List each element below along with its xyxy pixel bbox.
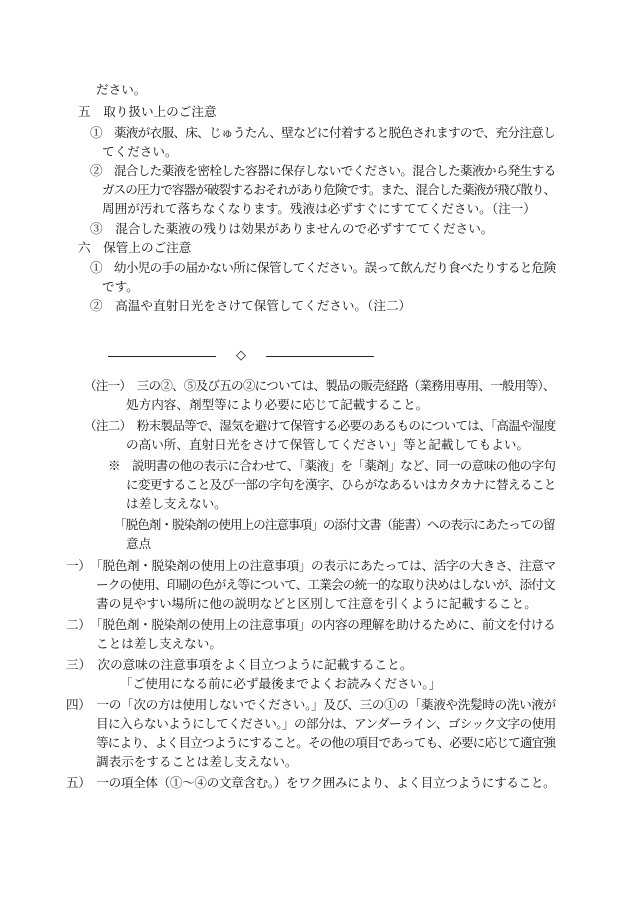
list-item: ークの使用、印刷の色がえ等について、工業会の統一的な取り決めはしないが、添付文 [96,577,555,592]
text-line: ③ 混合した薬液の残りは効果がありませんので必ずすててください。 [90,221,494,236]
separator-rule-right [266,356,374,357]
note-line: は差し支えない。 [126,496,227,511]
note-line: の高い所、直射日光をさけて保管してください」等と記載してもよい。 [126,437,529,452]
list-item: 一） 「脱色剤・脱染剤の使用上の注意事項」の表示にあたっては、活字の大きさ、注意マ [66,558,556,573]
list-item: 目に入らないようにしてください。」の部分は、アンダーライン、ゴシック文字の使用 [96,716,556,731]
subheading: 意点 [126,536,152,551]
text-line: ガスの圧力で容器が破裂するおそれがあり危険です。また、混合した薬液が飛び散り、 [102,182,556,197]
list-item: 等により、よく目立つようにすること。その他の項目であっても、必要に応じて適宜強 [96,735,556,750]
separator-diamond: ◇ [236,348,246,363]
list-item: 四） 一の「次の方は使用しないでください。」及び、三の①の「薬液や洗髪時の洗い液が [66,697,556,712]
text-line: ① 幼小児の手の届かない所に保管してください。誤って飲んだり食べたりすると危険 [90,260,556,275]
text-line: ② 混合した薬液を密栓した容器に保存しないでください。混合した薬液から発生する [90,163,556,178]
list-item: 二） 「脱色剤・脱染剤の使用上の注意事項」の内容の理解を助けるために、前文を付ける [66,617,556,632]
text-line: てください。 [102,144,178,159]
text-line: ださい。 [96,82,147,97]
list-item: 書の見やすい場所に他の説明などと区別して注意を引くように記載すること。 [96,596,537,611]
list-item: 三） 次の意味の注意事項をよく目立つように記載すること。 [66,657,413,672]
list-item: ことは差し支えない。 [96,636,222,651]
note-line: ※ 説明書の他の表示に合わせて、「薬液」を「薬剤」など、同一の意味の他の字句 [108,458,556,473]
subheading: 「脱色剤・脱染剤の使用上の注意事項」の添付文書（能書）への表示にあたっての留 [114,517,555,532]
text-line: ② 高温や直射日光をさけて保管してください。（注二） [90,298,412,313]
note-line: に変更すること及び一部の字句を漢字、ひらがなあるいはカタカナに替えること [126,477,556,492]
list-item: 五） 一の項全体（①～④の文章含む。）をワク囲みにより、よく目立つようにすること。 [66,775,556,790]
note-line: （注二） 粉末製品等で、湿気を避けて保管する必要のあるものについては、「高温や湿度 [84,418,556,433]
section-separator [108,348,374,364]
section-heading: 五 取り扱い上のご注意 [78,104,217,119]
section-heading: 六 保管上のご注意 [78,240,192,255]
note-line: （注一） 三の②、⑤及び五の②については、製品の販売経路（業務用専用、一般用等）、 [84,378,555,393]
text-line: ① 薬液が衣服、床、じゅうたん、壁などに付着すると脱色されますので、充分注意し [90,125,555,140]
note-line: 処方内容、剤型等により必要に応じて記載すること。 [126,397,429,412]
list-item: 「ご使用になる前に必ず最後までよくお読みください。」 [120,676,442,691]
separator-rule-left [108,356,216,357]
list-item: 調表示をすることは差し支えない。 [96,754,298,769]
text-line: 周囲が汚れて落ちなくなります。残液は必ずすぐにすててください。（注一） [102,201,536,216]
text-line: です。 [102,279,139,294]
